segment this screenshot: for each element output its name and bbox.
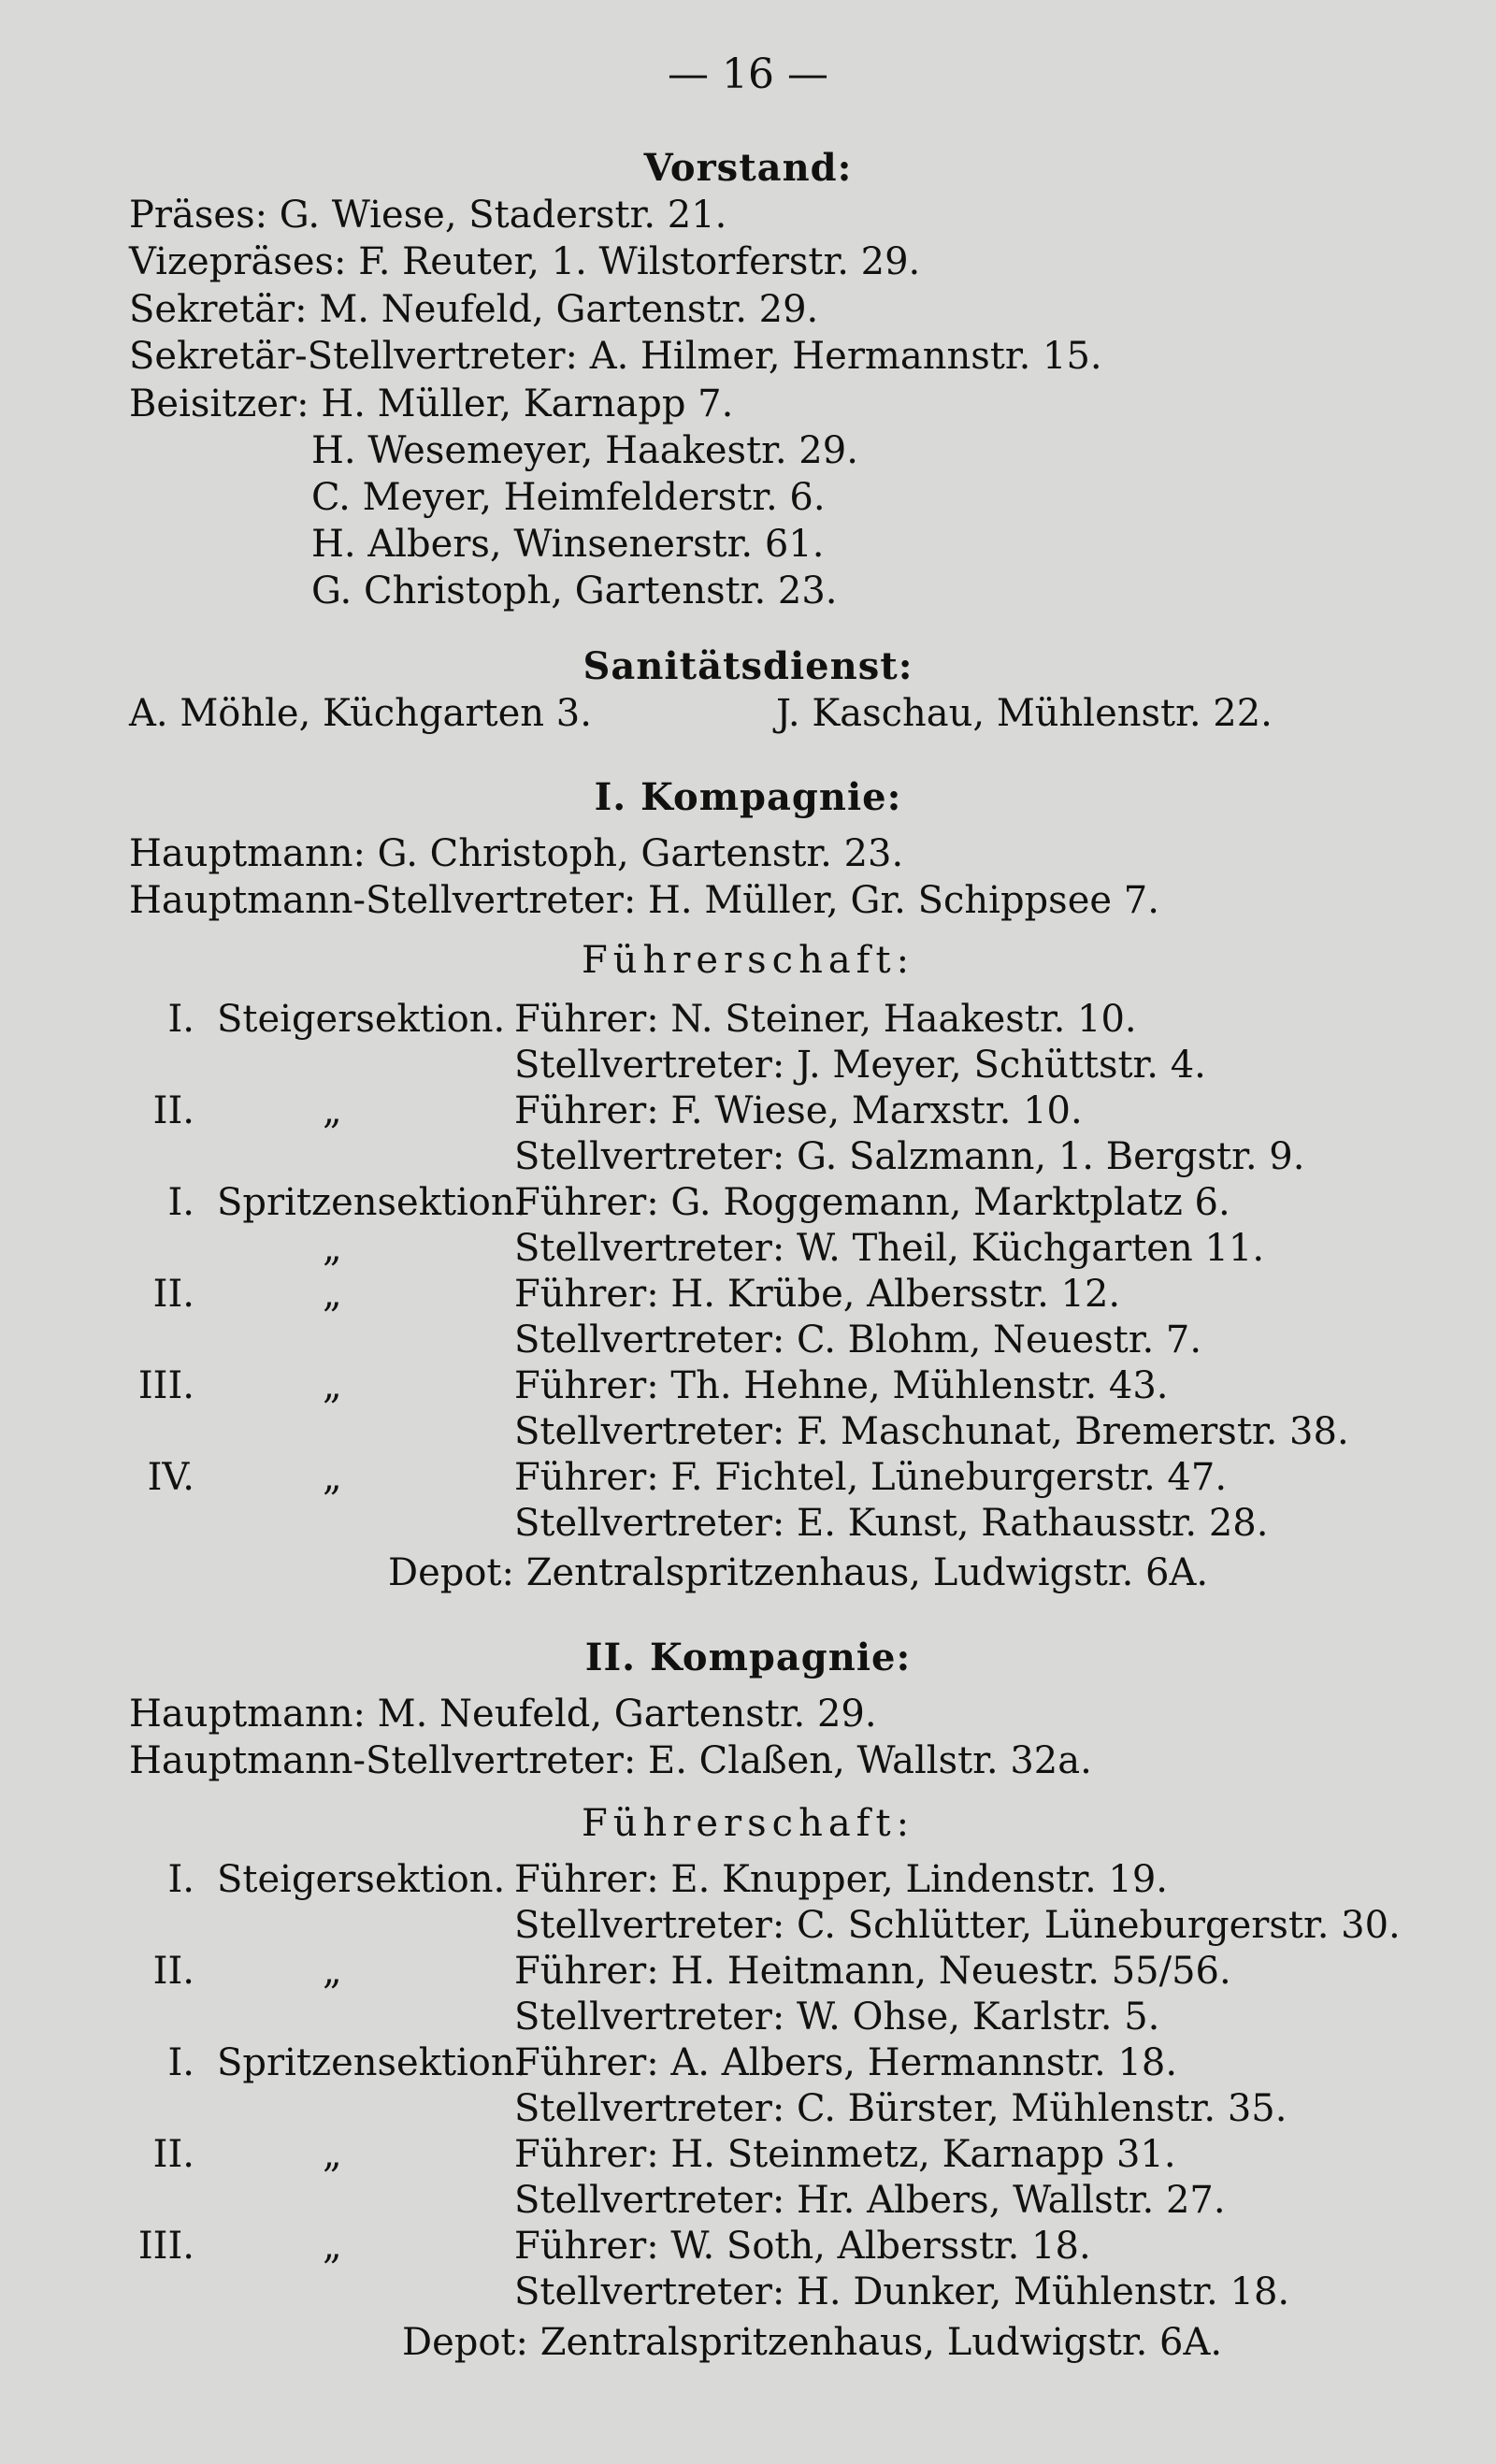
beisitzer-line: C. Meyer, Heimfelderstr. 6. xyxy=(311,476,826,519)
section-label: Spritzensektion. xyxy=(217,2041,527,2084)
vorstand-heading: Vorstand: xyxy=(643,146,853,190)
vorstand-line: Beisitzer: H. Müller, Karnapp 7. xyxy=(129,382,734,425)
roster-entry: Führer: H. Heitmann, Neuestr. 55/56. xyxy=(514,1950,1231,1993)
roster-entry: Stellvertreter: C. Blohm, Neuestr. 7. xyxy=(514,1318,1202,1362)
section-number: II. xyxy=(152,1089,194,1132)
section-number: III. xyxy=(137,2225,194,2268)
roster-entry: Führer: W. Soth, Albersstr. 18. xyxy=(514,2225,1091,2268)
sanitaet-right: J. Kaschau, Mühlenstr. 22. xyxy=(776,692,1273,735)
section-label: Steigersektion. xyxy=(217,1858,506,1901)
beisitzer-line: H. Albers, Winsenerstr. 61. xyxy=(311,523,825,566)
kompanie2-heading: II. Kompagnie: xyxy=(584,1635,912,1679)
vorstand-line: Sekretär-Stellvertreter: A. Hilmer, Hermannstr. 15. xyxy=(129,335,1102,378)
section-number: I. xyxy=(167,1858,194,1901)
kompanie2-depot: Depot: Zentralspritzenhaus, Ludwigstr. 6A. xyxy=(402,2321,1223,2364)
roster-entry: Führer: G. Roggemann, Marktplatz 6. xyxy=(514,1181,1230,1224)
kompanie2-stellvertreter: Hauptmann-Stellvertreter: E. Claßen, Wallstr. 32a. xyxy=(129,1739,1092,1782)
vorstand-line: Sekretär: M. Neufeld, Gartenstr. 29. xyxy=(129,288,819,331)
ditto-mark: „ xyxy=(323,1950,342,1993)
roster-entry: Führer: H. Steinmetz, Karnapp 31. xyxy=(514,2133,1176,2176)
ditto-mark: „ xyxy=(323,1227,342,1270)
roster-entry: Führer: Th. Hehne, Mühlenstr. 43. xyxy=(514,1364,1169,1407)
roster-entry: Führer: F. Wiese, Marxstr. 10. xyxy=(514,1089,1083,1132)
sanitaet-left: A. Möhle, Küchgarten 3. xyxy=(129,692,592,735)
ditto-mark: „ xyxy=(323,2133,342,2176)
roster-entry: Stellvertreter: C. Schlütter, Lüneburgerstr. 30. xyxy=(514,1904,1401,1947)
ditto-mark: „ xyxy=(323,1273,342,1316)
kompanie1-heading: I. Kompagnie: xyxy=(594,775,902,819)
vorstand-line: Vizepräses: F. Reuter, 1. Wilstorferstr. 29. xyxy=(129,240,921,283)
roster-entry: Stellvertreter: J. Meyer, Schüttstr. 4. xyxy=(514,1044,1206,1087)
ditto-mark: „ xyxy=(323,1456,342,1499)
kompanie1-hauptmann: Hauptmann: G. Christoph, Gartenstr. 23. xyxy=(129,832,904,875)
roster-entry: Stellvertreter: W. Theil, Küchgarten 11. xyxy=(514,1227,1265,1270)
kompanie1-stellvertreter: Hauptmann-Stellvertreter: H. Müller, Gr. Schippsee 7. xyxy=(129,879,1159,922)
section-number: I. xyxy=(167,2041,194,2084)
kompanie2-hauptmann: Hauptmann: M. Neufeld, Gartenstr. 29. xyxy=(129,1693,877,1736)
roster-entry: Führer: E. Knupper, Lindenstr. 19. xyxy=(514,1858,1168,1901)
ditto-mark: „ xyxy=(323,2225,342,2268)
section-number: III. xyxy=(137,1364,194,1407)
ditto-mark: „ xyxy=(323,1364,342,1407)
section-number: II. xyxy=(152,1273,194,1316)
beisitzer-line: G. Christoph, Gartenstr. 23. xyxy=(311,569,838,612)
page-number: — 16 — xyxy=(668,50,828,98)
roster-entry: Stellvertreter: G. Salzmann, 1. Bergstr. 9. xyxy=(514,1135,1305,1178)
section-label: Spritzensektion. xyxy=(217,1181,527,1224)
section-number: I. xyxy=(167,998,194,1041)
roster-entry: Stellvertreter: F. Maschunat, Bremerstr. 38. xyxy=(514,1410,1349,1453)
section-number: IV. xyxy=(147,1456,194,1499)
roster-entry: Führer: H. Krübe, Albersstr. 12. xyxy=(514,1273,1121,1316)
roster-entry: Führer: N. Steiner, Haakestr. 10. xyxy=(514,998,1137,1041)
roster-entry: Stellvertreter: W. Ohse, Karlstr. 5. xyxy=(514,1996,1160,2039)
kompanie2-fuehrerschaft: Führerschaft: xyxy=(581,1802,915,1845)
roster-entry: Führer: F. Fichtel, Lüneburgerstr. 47. xyxy=(514,1456,1228,1499)
ditto-mark: „ xyxy=(323,1089,342,1132)
section-number: I. xyxy=(167,1181,194,1224)
sanitaet-heading: Sanitätsdienst: xyxy=(583,644,913,688)
roster-entry: Stellvertreter: H. Dunker, Mühlenstr. 18. xyxy=(514,2270,1290,2313)
section-label: Steigersektion. xyxy=(217,998,506,1041)
kompanie1-depot: Depot: Zentralspritzenhaus, Ludwigstr. 6A. xyxy=(388,1551,1209,1594)
roster-entry: Führer: A. Albers, Hermannstr. 18. xyxy=(514,2041,1178,2084)
roster-entry: Stellvertreter: C. Bürster, Mühlenstr. 35. xyxy=(514,2087,1287,2130)
section-number: II. xyxy=(152,2133,194,2176)
roster-entry: Stellvertreter: Hr. Albers, Wallstr. 27. xyxy=(514,2179,1226,2222)
roster-entry: Stellvertreter: E. Kunst, Rathausstr. 28. xyxy=(514,1502,1269,1545)
beisitzer-line: H. Wesemeyer, Haakestr. 29. xyxy=(311,429,858,472)
section-number: II. xyxy=(152,1950,194,1993)
kompanie1-fuehrerschaft: Führerschaft: xyxy=(581,939,915,982)
vorstand-line: Präses: G. Wiese, Staderstr. 21. xyxy=(129,194,727,237)
